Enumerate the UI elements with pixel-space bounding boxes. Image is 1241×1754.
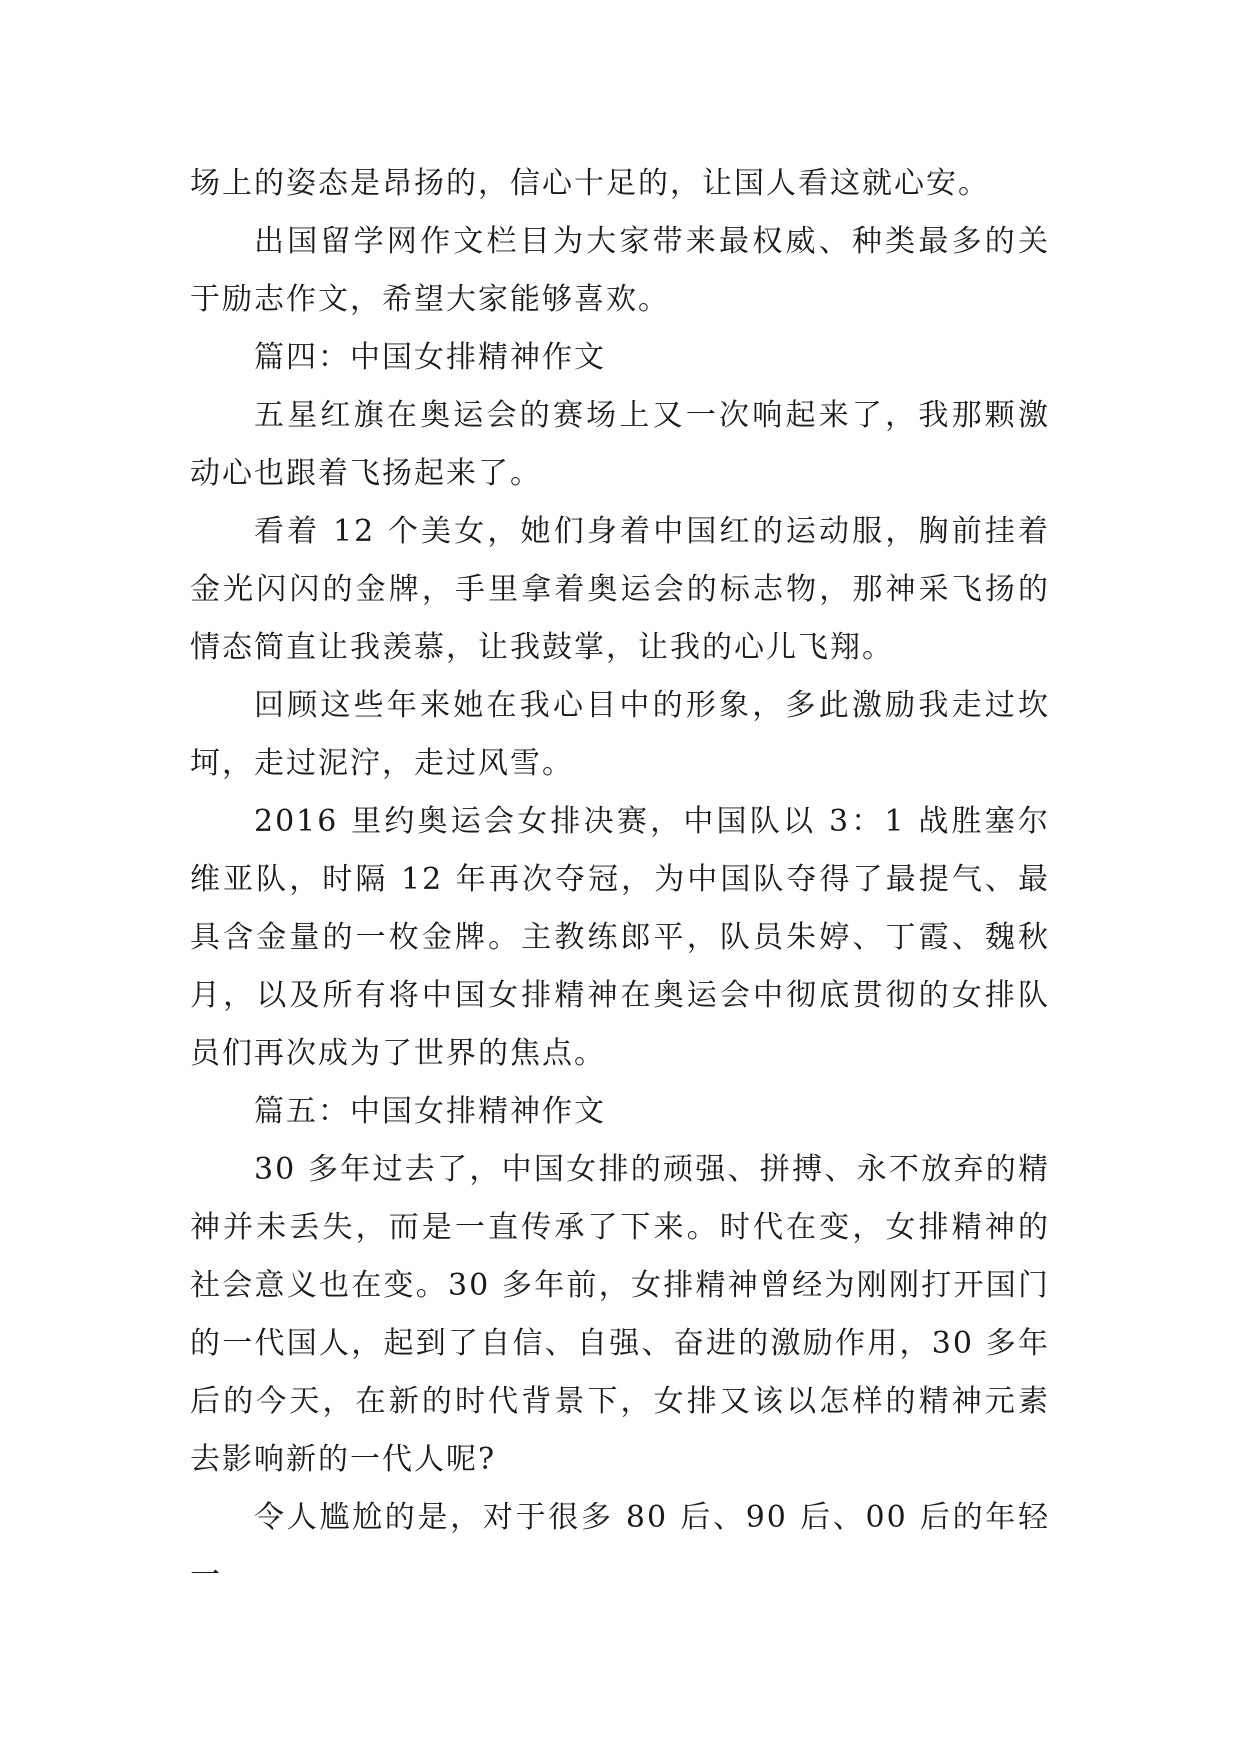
paragraph: 五星红旗在奥运会的赛场上又一次响起来了，我那颗激动心也跟着飞扬起来了。 (190, 398, 1050, 491)
paragraph: 看着 12 个美女，她们身着中国红的运动服，胸前挂着金光闪闪的金牌，手里拿着奥运会的标志物，那神采飞扬的情态简直让我羡慕，让我鼓掌，让我的心儿飞翔。 (190, 514, 1050, 665)
paragraph: 令人尴尬的是，对于很多 80 后、90 后、00 后的年轻一 (190, 1500, 1050, 1593)
paragraph: 30 多年过去了，中国女排的顽强、拼搏、永不放弃的精神并未丢失，而是一直传承了下来。时代在变，女排精神的社会意义也在变。30 多年前，女排精神曾经为刚刚打开国门的一代国人，起到了自信、自强、奋进的激励作用，30 多年后的今天，在新的时代背景下，女排又该以怎样的精神元素去影响新的一代人呢? (190, 1152, 1050, 1477)
paragraph: 回顾这些年来她在我心目中的形象，多此激励我走过坎坷，走过泥泞，走过风雪。 (190, 688, 1050, 781)
paragraph-intro: 出国留学网作文栏目为大家带来最权威、种类最多的关于励志作文，希望大家能够喜欢。 (190, 224, 1050, 317)
section-heading-4: 篇四：中国女排精神作文 (254, 340, 606, 375)
section-heading-5: 篇五：中国女排精神作文 (254, 1094, 606, 1129)
document-body (190, 155, 1050, 1605)
paragraph-continuation: 场上的姿态是昂扬的，信心十足的，让国人看这就心安。 (190, 166, 990, 201)
paragraph: 2016 里约奥运会女排决赛，中国队以 3：1 战胜塞尔维亚队，时隔 12 年再次夺冠，为中国队夺得了最提气、最具含金量的一枚金牌。主教练郎平，队员朱婷、丁霞、魏秋月，以及所有将中国女排精神在奥运会中彻底贯彻的女排队员们再次成为了世界的焦点。 (190, 804, 1050, 1071)
